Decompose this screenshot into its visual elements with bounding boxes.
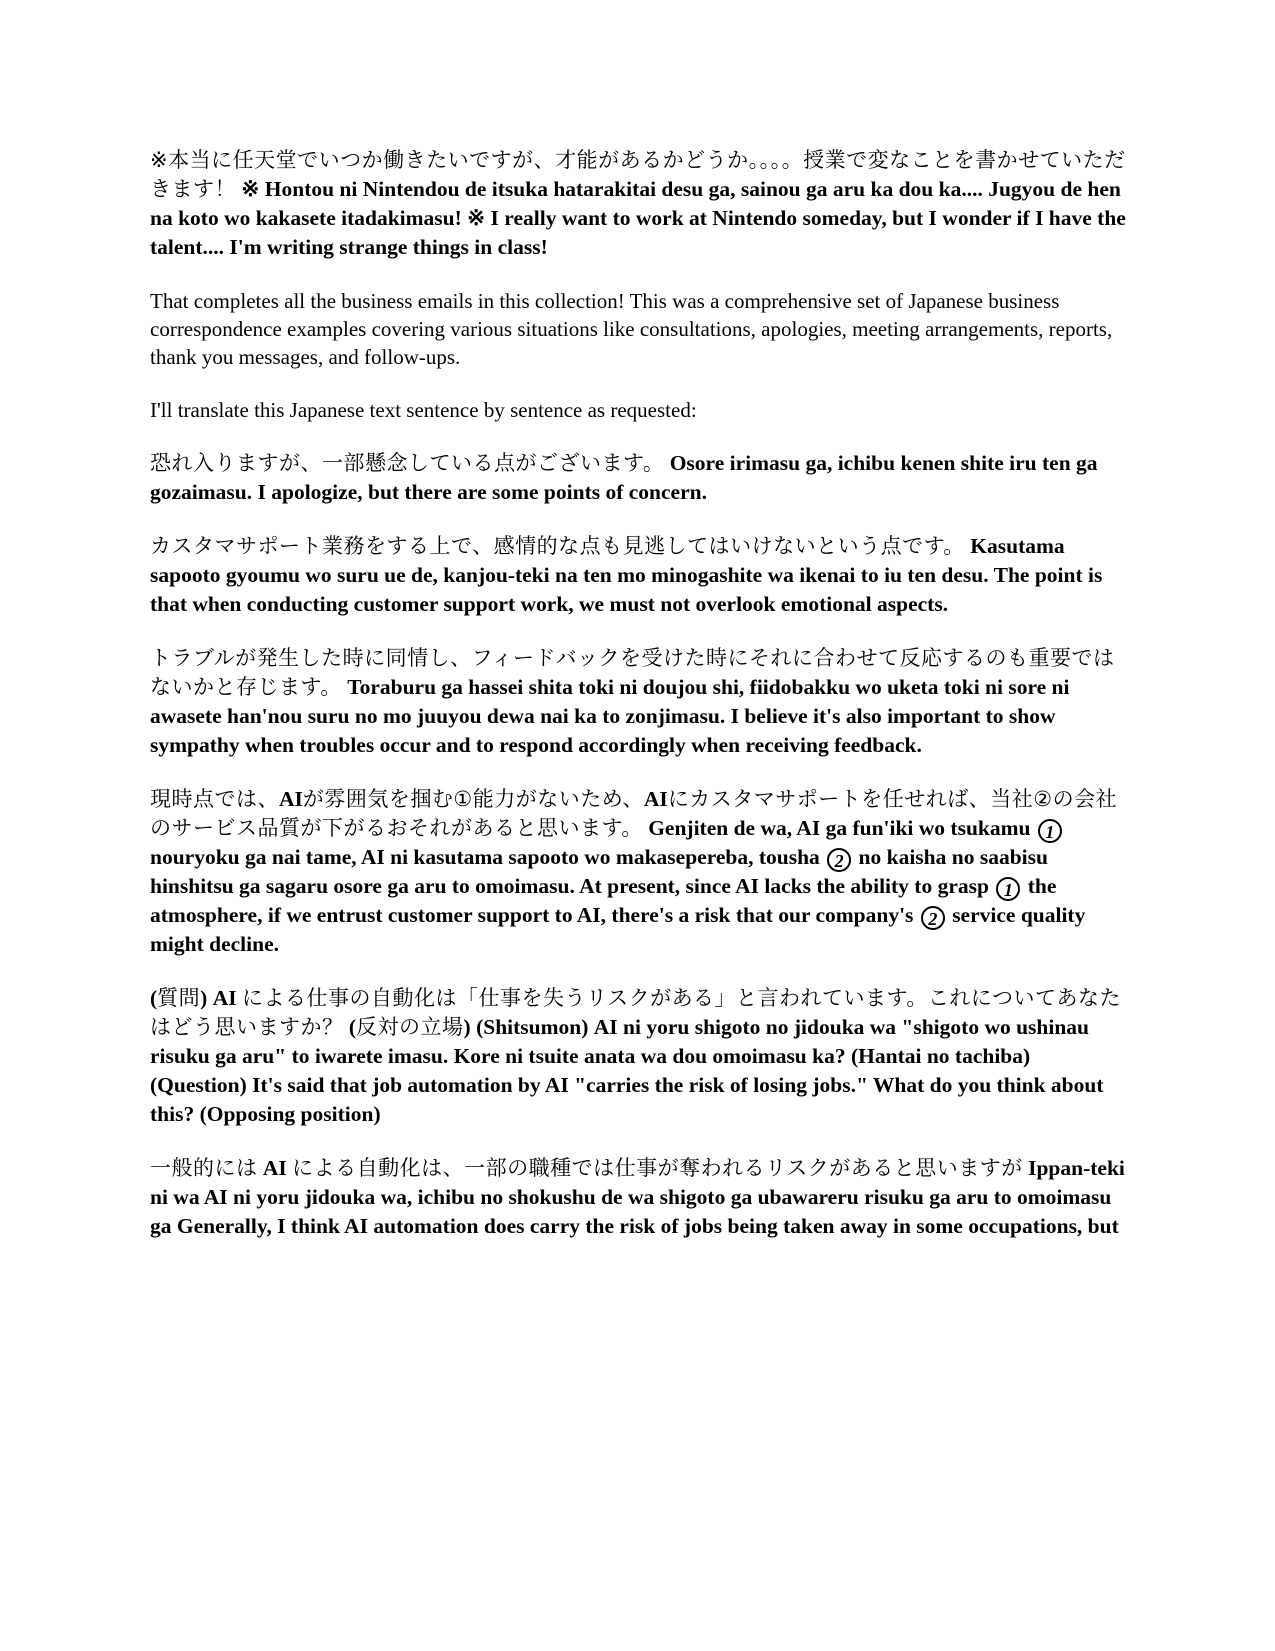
document-page <box>150 146 1130 1266</box>
japanese-text: カスタマサポート業務をする上で、感情的な点も見逃してはいけないという点です。 <box>150 534 965 558</box>
paragraph-nintendo <box>150 146 1130 262</box>
circled-number-1: 1 <box>996 877 1020 901</box>
japanese-text: が雰囲気を掴む①能力がないため、 <box>302 787 644 811</box>
paragraph-generally <box>150 1154 1130 1241</box>
ai-term: AI <box>257 1156 293 1180</box>
japanese-text: 恐れ入りますが、一部懸念している点がございます。 <box>150 451 665 475</box>
japanese-text: 一般的には <box>150 1156 258 1180</box>
romaji-english-text: Ippan-teki ni wa AI ni yoru jidouka wa, ichibu no shokushu de wa shigoto ga ubawareru risuku ga aru to omoimasu ga Generally, I think AI automation does carry the risk of jobs being taken away in some occupations, but <box>150 1156 1125 1238</box>
circled-number-1: 1 <box>1038 819 1062 843</box>
paragraph-question <box>150 984 1130 1129</box>
ai-term: AI <box>279 787 303 811</box>
circled-number-2: 2 <box>921 906 945 930</box>
english-text: ※ I really want to work at Nintendo someday, but I wonder if I have the talent.... I'm writing strange things in class! <box>150 206 1126 259</box>
english-text: I believe it's also important to show sympathy when troubles occur and to respond accordingly when receiving feedback. <box>150 704 1056 757</box>
paren-text: ) AI <box>200 986 237 1010</box>
romaji-english-text: no kaisha no saabisu hinshitsu ga sagaru osore ga aru to omoimasu. At present, since AI lacks the ability to grasp <box>150 845 1048 898</box>
japanese-text: にカスタマサポートを任せれば、当社②の会社のサービス品質が下がるおそれがあると思います。 <box>150 787 1118 840</box>
romaji-text: ※ Hontou ni Nintendou de itsuka hatarakitai desu ga, sainou ga aru ka dou ka.... Jugyou de hen na koto wo kakasete itadakimasu! <box>150 177 1121 230</box>
paragraph-customer-support <box>150 532 1130 619</box>
ai-term: AI <box>643 787 668 811</box>
romaji-text: Toraburu ga hassei shita toki ni doujou shi, fiidobakku wo uketa toki ni sore ni awasete han'nou suru no mo juuyou dewa nai ka to zonjimasu. <box>150 675 1070 728</box>
paragraph-concern <box>150 449 1130 507</box>
japanese-text: による仕事の自動化は「仕事を失うリスクがある」と言われています。これについてあなたはどう思いますか？ <box>150 986 1121 1039</box>
english-text: the atmosphere, if we entrust customer support to AI, there's a risk that our company's <box>150 874 1057 927</box>
japanese-text: 反対の立場 <box>356 1015 464 1039</box>
english-text: service quality might decline. <box>150 903 1086 956</box>
paren-text: ( <box>343 1015 357 1039</box>
paren-text: ( <box>150 986 158 1010</box>
romaji-text: Kasutama sapooto gyoumu wo suru ue de, kanjou-teki na ten mo minogashite wa ikenai to iu ten desu. <box>150 534 1065 587</box>
japanese-text: による自動化は、一部の職種では仕事が奪われるリスクがあると思いますが <box>292 1156 1023 1180</box>
english-text: I apologize, but there are some points of concern. <box>257 480 707 504</box>
romaji-text: nouryoku ga nai tame, AI ni kasutama sapooto wo makasepereba, tousha <box>150 845 820 869</box>
japanese-text: 質問 <box>157 986 201 1010</box>
paren-text: ) <box>463 1015 471 1039</box>
english-text: The point is that when conducting customer support work, we must not overlook emotional aspects. <box>150 563 1103 616</box>
japanese-text: 現時点では、 <box>150 787 279 811</box>
paragraph-ai-atmosphere <box>150 785 1130 959</box>
circled-number-2: 2 <box>827 848 851 872</box>
romaji-english-text: (Shitsumon) AI ni yoru shigoto no jidouka wa "shigoto wo ushinau risuku ga aru" to iwarete imasu. Kore ni tsuite anata wa dou omoimasu ka? (Hantai no tachiba) (Question) It's said that job automation by AI "carries the risk of losing jobs." What do you think about this? (Opposing position) <box>150 1015 1104 1126</box>
paragraph-intro: I'll translate this Japanese text sentence by sentence as requested: <box>150 398 697 422</box>
japanese-text: ※本当に任天堂でいつか働きたいですが、才能があるかどうか。。。。授業で変なことを書かせていただきます！ <box>150 148 1126 201</box>
romaji-text: Osore irimasu ga, ichibu kenen shite iru ten ga gozaimasu. <box>150 451 1098 504</box>
paragraph-sympathy <box>150 644 1130 760</box>
paragraph-summary: That completes all the business emails in this collection! This was a comprehensive set of Japanese business correspondence examples covering various situations like consultations, apologies, meeting arrangements, reports, thank you messages, and follow-ups. <box>150 289 1113 369</box>
japanese-text: トラブルが発生した時に同情し、フィードバックを受けた時にそれに合わせて反応するのも重要ではないかと存じます。 <box>150 646 1115 699</box>
romaji-text: Genjiten de wa, AI ga fun'iki wo tsukamu <box>642 816 1031 840</box>
